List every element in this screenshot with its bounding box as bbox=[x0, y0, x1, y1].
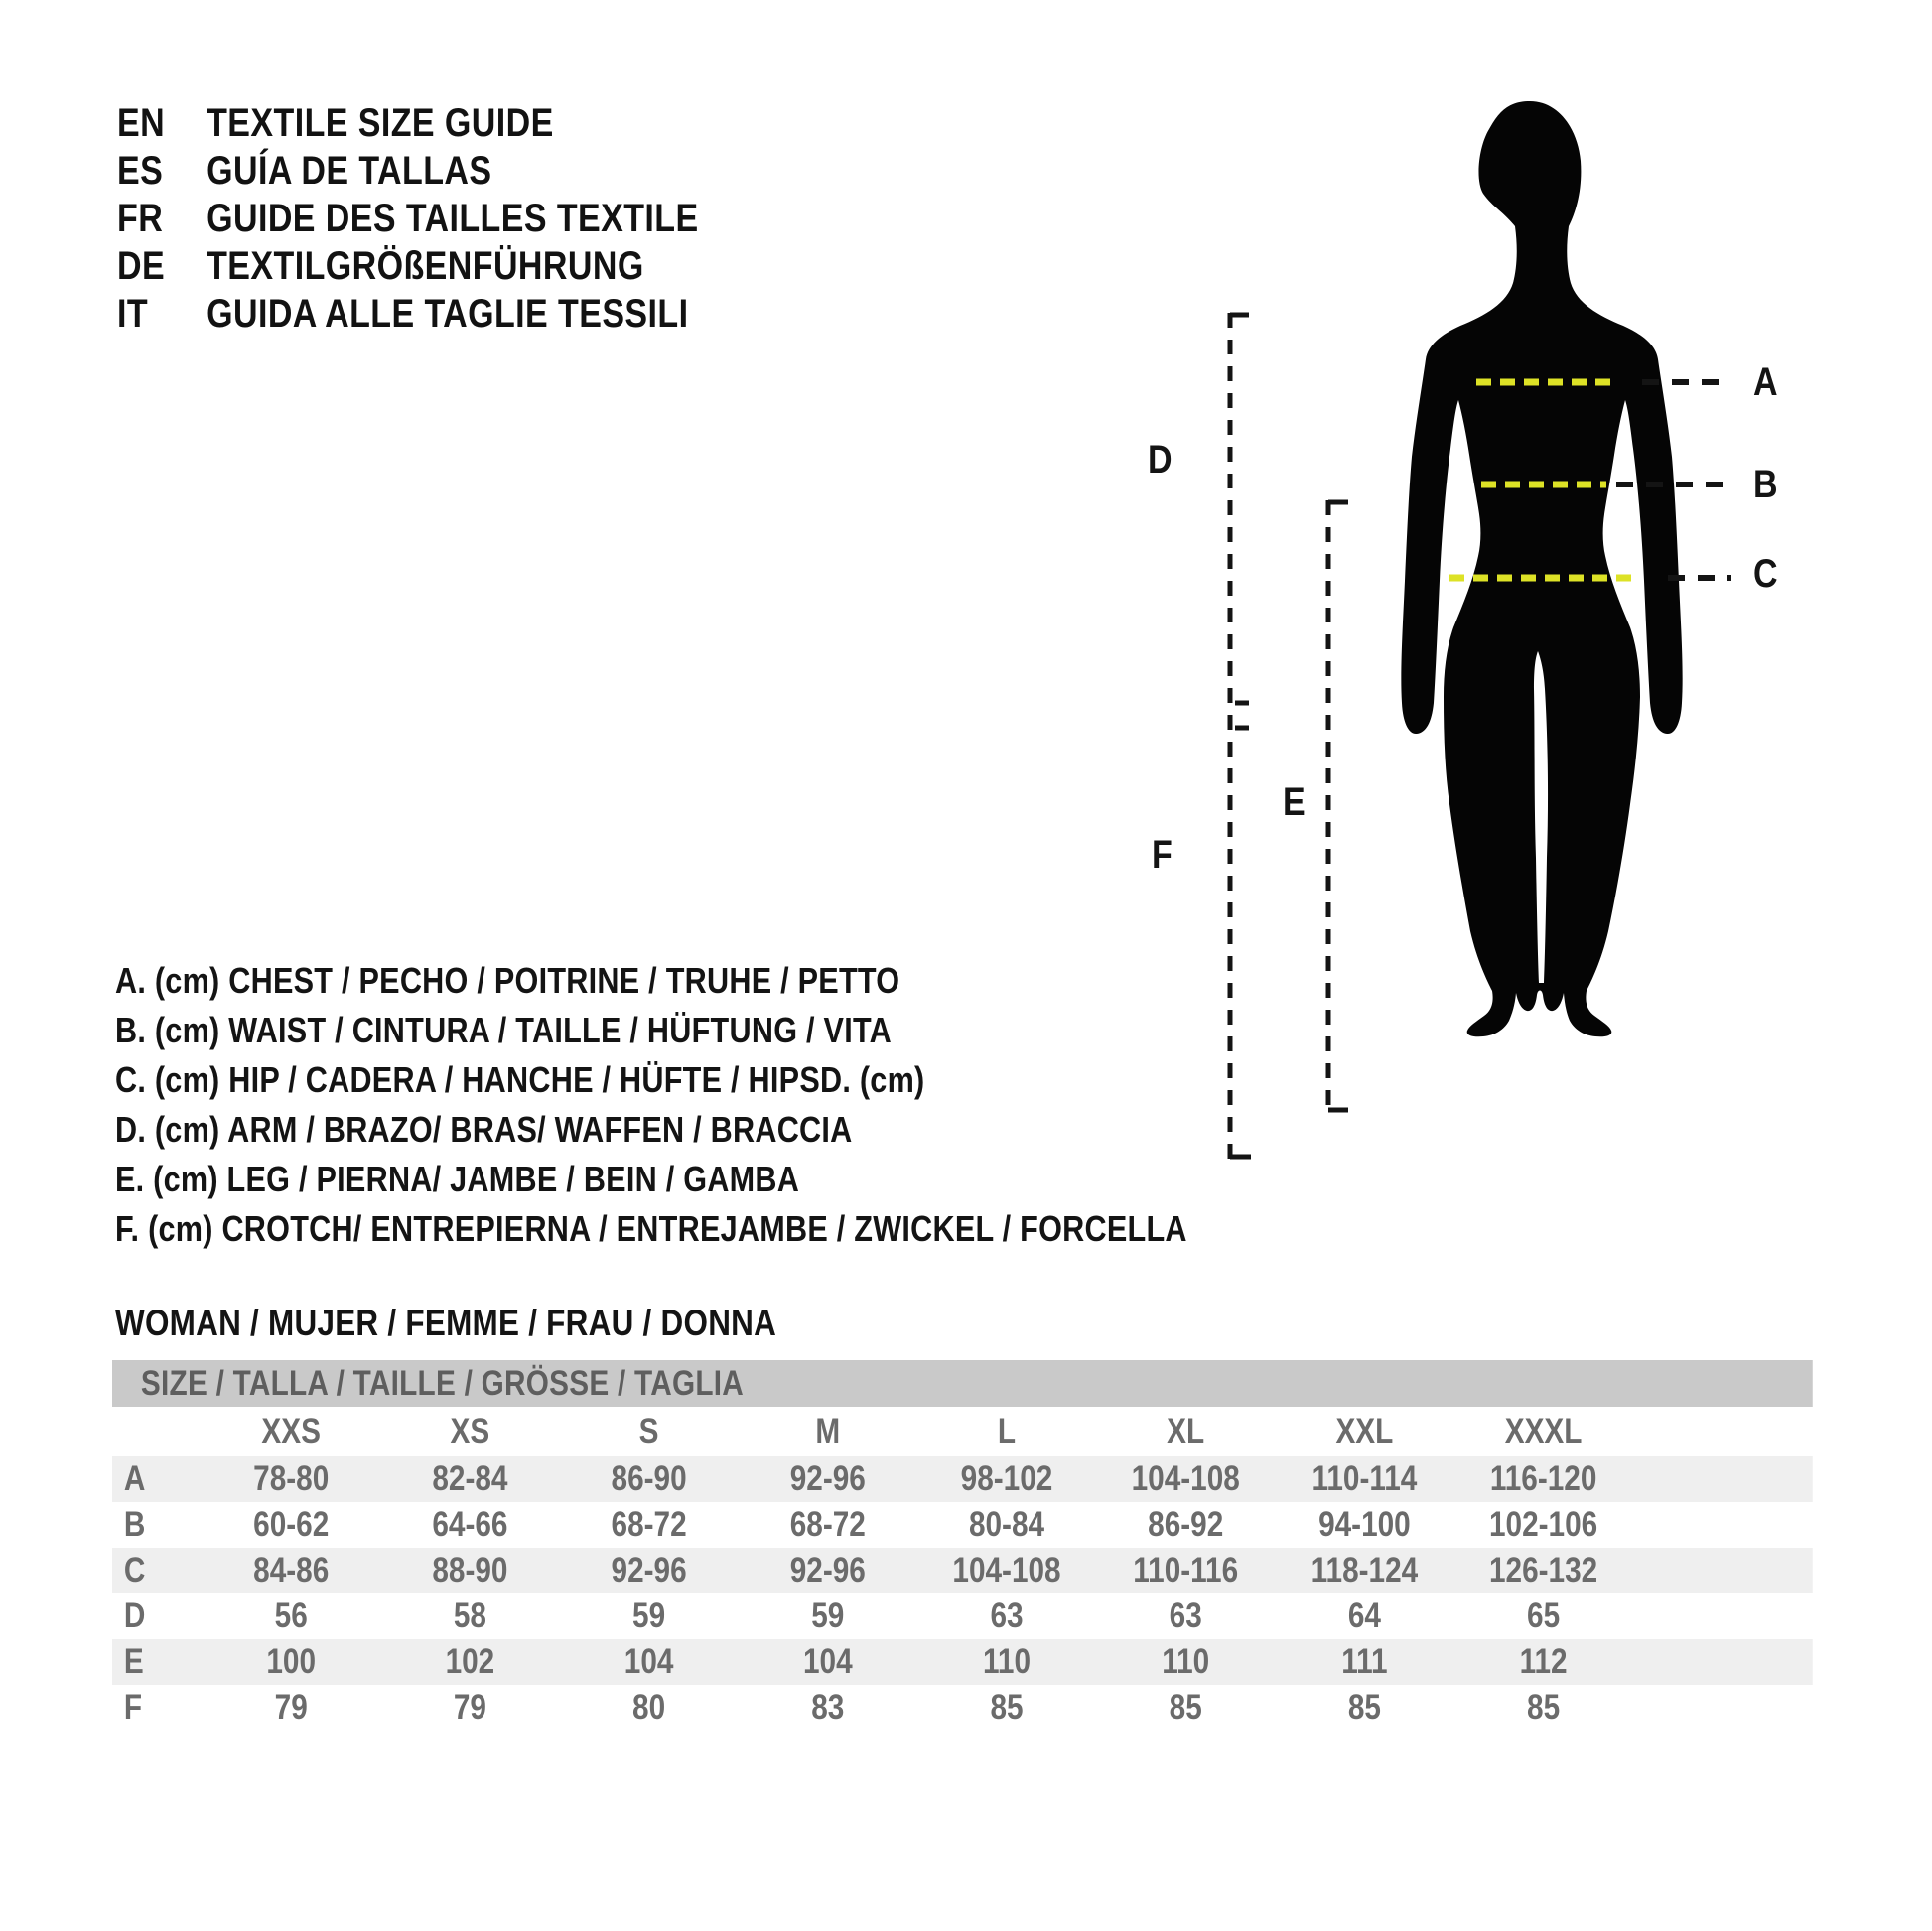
table-cell: 92-96 bbox=[611, 1551, 687, 1589]
table-cell: 84-86 bbox=[253, 1551, 330, 1589]
table-cell: 102-106 bbox=[1489, 1505, 1598, 1544]
table-row-hip bbox=[112, 1548, 1813, 1593]
legend-item-leg: E. (cm) LEG / PIERNA/ JAMBE / BEIN / GAMBA bbox=[115, 1159, 800, 1199]
table-cell: 59 bbox=[811, 1596, 845, 1635]
language-title: TEXTILGRÖßENFÜHRUNG bbox=[207, 243, 644, 288]
size-table-title: SIZE / TALLA / TAILLE / GRÖSSE / TAGLIA bbox=[140, 1363, 745, 1403]
language-title: GUIDA ALLE TAGLIE TESSILI bbox=[207, 291, 689, 336]
hip-label: C bbox=[1753, 552, 1778, 596]
table-cell: 86-90 bbox=[611, 1459, 687, 1498]
table-cell: 85 bbox=[1527, 1688, 1561, 1726]
legend-item-hip: C. (cm) HIP / CADERA / HANCHE / HÜFTE / HIPSD. (cm) bbox=[115, 1059, 925, 1100]
table-row-chest bbox=[112, 1456, 1813, 1502]
language-code: FR bbox=[117, 196, 164, 240]
table-cell: 110 bbox=[1162, 1642, 1210, 1681]
table-cell: 110-114 bbox=[1311, 1459, 1418, 1498]
table-cell: 79 bbox=[274, 1688, 308, 1726]
table-cell: 110 bbox=[983, 1642, 1031, 1681]
measurement-diagram bbox=[1042, 60, 1932, 1241]
table-cell: 82-84 bbox=[432, 1459, 508, 1498]
table-cell: 68-72 bbox=[611, 1505, 687, 1544]
table-cell: 83 bbox=[811, 1688, 845, 1726]
size-col-header: XXXL bbox=[1504, 1412, 1583, 1450]
table-cell: 56 bbox=[274, 1596, 308, 1635]
language-row bbox=[117, 242, 877, 290]
table-cell: 100 bbox=[266, 1642, 317, 1681]
table-cell: 65 bbox=[1527, 1596, 1561, 1635]
table-cell: 98-102 bbox=[960, 1459, 1053, 1498]
row-label: A bbox=[123, 1459, 146, 1498]
arm-label: D bbox=[1148, 438, 1173, 482]
row-label: B bbox=[123, 1505, 146, 1544]
size-table-header-bar bbox=[112, 1360, 1813, 1407]
table-cell: 92-96 bbox=[789, 1459, 866, 1498]
table-cell: 104 bbox=[623, 1642, 674, 1681]
table-cell: 94-100 bbox=[1318, 1505, 1411, 1544]
table-cell: 110-116 bbox=[1133, 1551, 1239, 1589]
row-label: C bbox=[123, 1551, 146, 1589]
table-cell: 88-90 bbox=[432, 1551, 508, 1589]
table-cell: 104 bbox=[802, 1642, 853, 1681]
language-row bbox=[117, 99, 877, 147]
row-label: E bbox=[123, 1642, 144, 1681]
waist-label: B bbox=[1753, 463, 1778, 506]
table-cell: 58 bbox=[453, 1596, 486, 1635]
table-cell: 63 bbox=[990, 1596, 1024, 1635]
table-cell: 116-120 bbox=[1489, 1459, 1597, 1498]
language-row bbox=[117, 147, 877, 195]
leg-label: E bbox=[1283, 780, 1306, 824]
table-cell: 59 bbox=[632, 1596, 666, 1635]
legend-item-waist: B. (cm) WAIST / CINTURA / TAILLE / HÜFTUNG / VITA bbox=[115, 1010, 892, 1050]
language-row bbox=[117, 195, 877, 242]
table-cell: 85 bbox=[1169, 1688, 1202, 1726]
language-code: IT bbox=[117, 291, 149, 336]
table-cell: 118-124 bbox=[1311, 1551, 1419, 1589]
language-title: TEXTILE SIZE GUIDE bbox=[207, 100, 554, 145]
size-col-header: S bbox=[638, 1412, 659, 1450]
table-cell: 85 bbox=[1347, 1688, 1381, 1726]
table-cell: 104-108 bbox=[1131, 1459, 1240, 1498]
table-row-crotch bbox=[112, 1685, 1813, 1730]
legend-item-crotch: F. (cm) CROTCH/ ENTREPIERNA / ENTREJAMBE / ZWICKEL / FORCELLA bbox=[115, 1208, 1187, 1249]
table-cell: 92-96 bbox=[789, 1551, 866, 1589]
table-row-waist bbox=[112, 1502, 1813, 1548]
legend-item-arm: D. (cm) ARM / BRAZO/ BRAS/ WAFFEN / BRACCIA bbox=[115, 1109, 853, 1150]
size-col-header: XXS bbox=[261, 1412, 321, 1450]
table-cell: 126-132 bbox=[1489, 1551, 1598, 1589]
measurement-legend bbox=[115, 956, 1187, 1254]
section-title: WOMAN / MUJER / FEMME / FRAU / DONNA bbox=[115, 1303, 777, 1343]
table-cell: 80 bbox=[632, 1688, 666, 1726]
table-cell: 64 bbox=[1347, 1596, 1381, 1635]
language-title: GUIDE DES TAILLES TEXTILE bbox=[207, 196, 699, 240]
table-row-arm bbox=[112, 1593, 1813, 1639]
language-code: EN bbox=[117, 100, 166, 145]
language-title-block bbox=[117, 99, 877, 338]
table-cell: 63 bbox=[1169, 1596, 1202, 1635]
table-cell: 64-66 bbox=[432, 1505, 508, 1544]
legend-item-chest: A. (cm) CHEST / PECHO / POITRINE / TRUHE / PETTO bbox=[115, 960, 900, 1001]
row-label: D bbox=[123, 1596, 146, 1635]
table-cell: 85 bbox=[990, 1688, 1024, 1726]
table-cell: 68-72 bbox=[789, 1505, 866, 1544]
table-cell: 80-84 bbox=[968, 1505, 1045, 1544]
table-cell: 60-62 bbox=[253, 1505, 330, 1544]
language-code: DE bbox=[117, 243, 166, 288]
table-cell: 78-80 bbox=[253, 1459, 330, 1498]
size-col-header: XXL bbox=[1335, 1412, 1394, 1450]
table-row-leg bbox=[112, 1639, 1813, 1685]
size-header-row bbox=[112, 1407, 1813, 1456]
chest-label: A bbox=[1753, 360, 1778, 404]
table-cell: 111 bbox=[1341, 1642, 1388, 1681]
size-col-header: XL bbox=[1167, 1412, 1205, 1450]
table-cell: 79 bbox=[453, 1688, 486, 1726]
table-cell: 86-92 bbox=[1148, 1505, 1224, 1544]
table-cell: 104-108 bbox=[952, 1551, 1061, 1589]
table-cell: 112 bbox=[1519, 1642, 1568, 1681]
row-label: F bbox=[123, 1688, 143, 1726]
size-col-header: L bbox=[997, 1412, 1017, 1450]
language-code: ES bbox=[117, 148, 164, 193]
size-col-header: M bbox=[815, 1412, 841, 1450]
size-col-header: XS bbox=[450, 1412, 490, 1450]
crotch-label: F bbox=[1152, 833, 1173, 877]
table-cell: 102 bbox=[445, 1642, 495, 1681]
language-title: GUÍA DE TALLAS bbox=[207, 148, 492, 193]
size-table bbox=[112, 1360, 1813, 1730]
language-row bbox=[117, 290, 877, 338]
